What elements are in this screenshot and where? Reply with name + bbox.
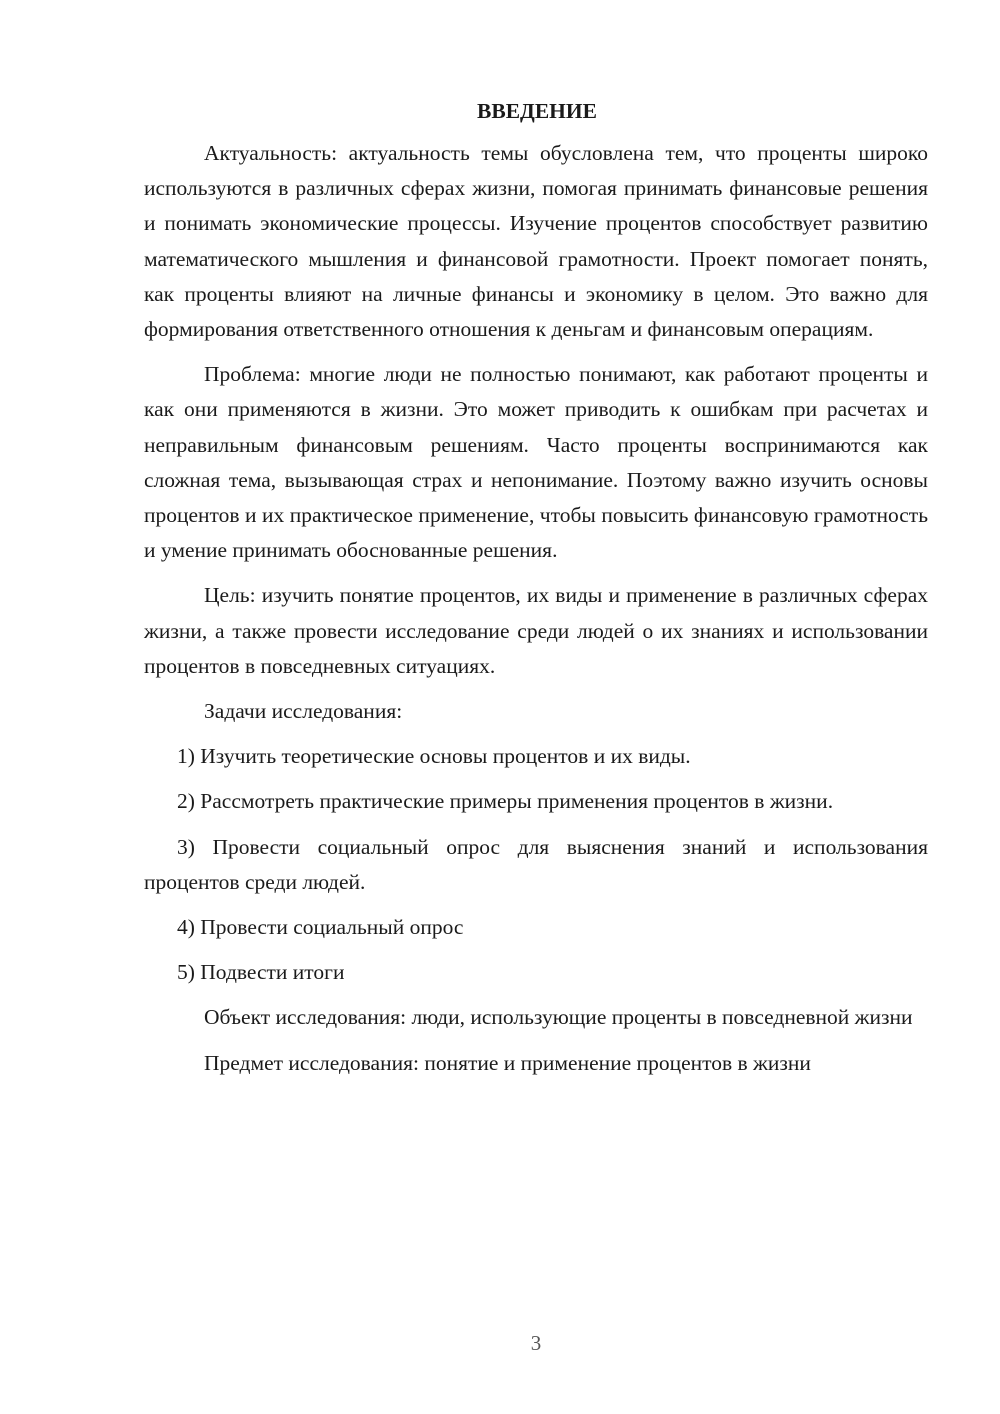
- task-item: 2) Рассмотреть практические примеры применения процентов в жизни.: [177, 789, 834, 814]
- paragraph-problem: Проблема: многие люди не полностью понимают, как работают проценты и как они применяются в жизни. Это может приводить к ошибкам при расчетах и неправильным финансовым решениям. Часто проценты воспринимаются как сложная тема, вызывающая страх и непонимание. Поэтому важно изучить основы процентов и их практическое применение, чтобы повысить финансовую грамотность и умение принимать обоснованные решения.: [144, 362, 928, 563]
- page-number: 3: [530, 1331, 542, 1355]
- task-item: 5) Подвести итоги: [177, 960, 345, 985]
- paragraph-subject: Предмет исследования: понятие и применение процентов в жизни: [204, 1050, 811, 1075]
- paragraph-goal: Цель: изучить понятие процентов, их виды и применение в различных сферах жизни, а также провести исследование среди людей о их знаниях и использовании процентов в повседневных ситуациях.: [144, 583, 928, 678]
- tasks-list: [144, 739, 928, 990]
- page-title: ВВЕДЕНИЕ: [477, 99, 597, 123]
- paragraph-actuality: Актуальность: актуальность темы обусловлена тем, что проценты широко используются в различных сферах жизни, помогая принимать финансовые решения и понимать экономические процессы. Изучение процентов способствует развитию математического мышления и финансовой грамотности. Проект помогает понять, как проценты влияют на личные финансы и экономику в целом. Это важно для формирования ответственного отношения к деньгам и финансовым операциям.: [144, 141, 928, 342]
- task-item: 1) Изучить теоретические основы процентов и их виды.: [177, 744, 691, 769]
- task-item: 4) Провести социальный опрос: [177, 915, 464, 940]
- tasks-heading: Задачи исследования:: [204, 699, 403, 724]
- paragraph-object: Объект исследования: люди, использующие проценты в повседневной жизни: [204, 1005, 913, 1030]
- document-body: [144, 92, 928, 1091]
- task-item: 3) Провести социальный опрос для выяснения знаний и использования процентов среди людей.: [144, 834, 928, 894]
